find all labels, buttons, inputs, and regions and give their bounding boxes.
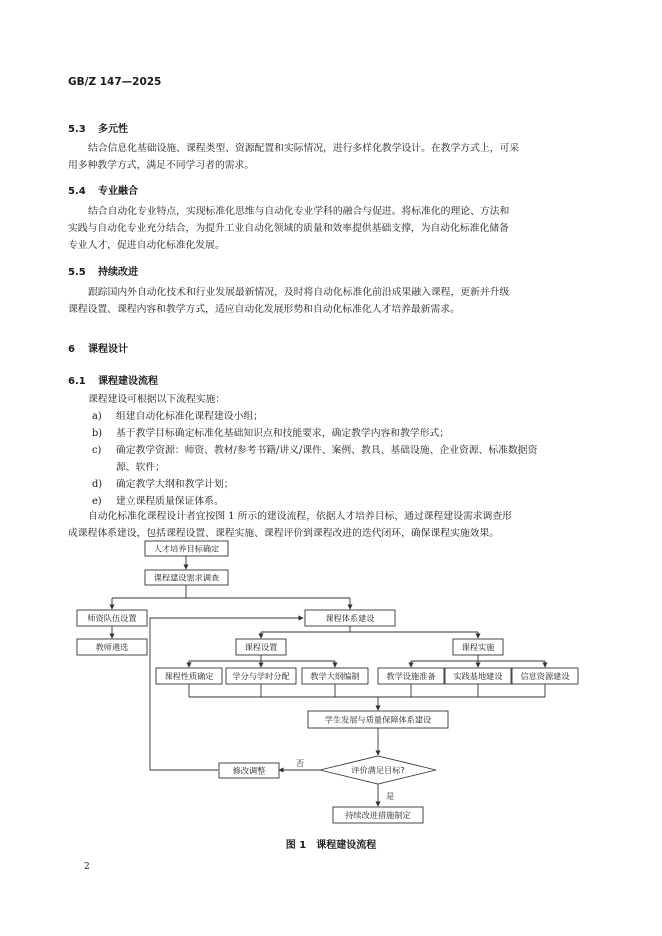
list-marker: a) xyxy=(92,411,102,422)
section-title: 多元性 xyxy=(98,124,128,135)
text-line: 课程设置、课程内容和教学方式，适应自动化发展形势和自动化标准化人才培养最新需求。 xyxy=(68,304,460,315)
node-label: 修改调整 xyxy=(232,765,266,776)
node-talent-goal xyxy=(145,541,228,556)
standard-code: GB/Z 147—2025 xyxy=(68,76,162,88)
node-label: 课程设置 xyxy=(244,642,278,652)
node-course-impl xyxy=(453,639,503,655)
node-info-resource xyxy=(512,668,578,684)
node-facility xyxy=(378,668,444,684)
section-title: 专业融合 xyxy=(98,186,138,197)
list-text: 组建自动化标准化课程建设小组； xyxy=(116,411,263,422)
list-text: 确定教学资源：师资、教材/参考书籍/讲义/课件、案例、教具、基础设施、企业资源、标准数据资 xyxy=(116,445,538,456)
node-label: 学生发展与质量保障体系建设 xyxy=(324,714,432,725)
node-label: 教学大纲编制 xyxy=(310,671,360,681)
section-title: 课程建设流程 xyxy=(98,376,158,387)
text-line: 结合自动化专业特点，实现标准化思维与自动化专业学科的融合与促进。将标准化的理论、方法和 xyxy=(88,206,510,217)
node-course-nature xyxy=(156,668,222,684)
node-course-system xyxy=(305,610,395,626)
page-number: 2 xyxy=(84,862,90,872)
node-label: 人才培养目标确定 xyxy=(153,543,220,554)
branch-label-yes: 是 xyxy=(386,791,395,801)
node-syllabus xyxy=(302,668,368,684)
node-practice-base xyxy=(445,668,511,684)
node-improve xyxy=(333,807,423,823)
node-teacher-select xyxy=(77,639,147,655)
node-label: 课程实施 xyxy=(461,642,495,652)
node-label: 教师遴选 xyxy=(95,642,129,652)
text-line: 自动化标准化课程设计者宜按图 1 所示的建设流程，依据人才培养目标，通过课程建设需求调查形 xyxy=(88,511,512,522)
node-demand-survey xyxy=(145,570,228,585)
node-faculty-setup xyxy=(77,610,147,626)
node-label: 评价满足目标? xyxy=(351,765,405,775)
node-revise xyxy=(219,763,279,778)
section-number: 5.4 xyxy=(68,186,86,197)
figure-caption: 图 1 课程建设流程 xyxy=(285,840,377,851)
section-title: 持续改进 xyxy=(98,267,138,278)
list-marker: e) xyxy=(92,496,102,507)
text-line: 专业人才，促进自动化标准化发展。 xyxy=(68,240,225,251)
section-number: 6.1 xyxy=(68,376,86,387)
list-marker: d) xyxy=(92,479,103,490)
node-label: 教学设施准备 xyxy=(386,671,436,681)
text-line: 实践与自动化专业充分结合，为提升工业自动化领域的质量和效率提供基础支撑，为自动化标准化储备 xyxy=(68,223,509,234)
section-number: 5.3 xyxy=(68,124,86,135)
node-label: 持续改进措施制定 xyxy=(345,810,411,820)
text-line: 成课程体系建设，包括课程设置、课程实施、课程评价到课程改进的迭代闭环，确保课程实施效果。 xyxy=(68,528,500,539)
section-number: 5.5 xyxy=(68,267,86,278)
node-label: 课程体系建设 xyxy=(325,613,375,623)
text-line: 课程建设可根据以下流程实施： xyxy=(88,394,226,405)
node-label: 信息资源建设 xyxy=(520,671,570,681)
chapter-title: 课程设计 xyxy=(88,344,128,355)
list-marker: c) xyxy=(92,445,102,456)
list-marker: b) xyxy=(92,428,103,439)
text-line: 结合信息化基础设施、课程类型、资源配置和实际情况，进行多样化教学设计。在教学方式上，可采 xyxy=(88,143,520,154)
branch-label-no: 否 xyxy=(295,758,305,768)
list-text: 基于教学目标确定标准化基础知识点和技能要求，确定教学内容和教学形式； xyxy=(116,428,450,439)
list-text: 建立课程质量保证体系。 xyxy=(116,496,224,507)
node-evaluate-decision xyxy=(320,756,436,784)
node-label: 课程建设需求调查 xyxy=(153,572,220,583)
chapter-number: 6 xyxy=(68,344,75,355)
node-course-setting xyxy=(236,639,286,655)
node-label: 课程性质确定 xyxy=(164,671,214,681)
node-label: 师资队伍设置 xyxy=(87,613,137,623)
list-text: 源、软件； xyxy=(116,462,165,473)
node-label: 学分与学时分配 xyxy=(232,671,290,681)
text-line: 用多种教学方式，满足不同学习者的需求。 xyxy=(68,160,255,171)
node-quality-system xyxy=(308,711,448,728)
list-text: 确定教学大纲和教学计划； xyxy=(116,479,234,490)
node-credits xyxy=(226,668,296,684)
node-label: 实践基地建设 xyxy=(453,671,503,681)
text-line: 跟踪国内外自动化技术和行业发展最新情况，及时将自动化标准化前沿成果融入课程，更新并升级 xyxy=(88,287,510,298)
